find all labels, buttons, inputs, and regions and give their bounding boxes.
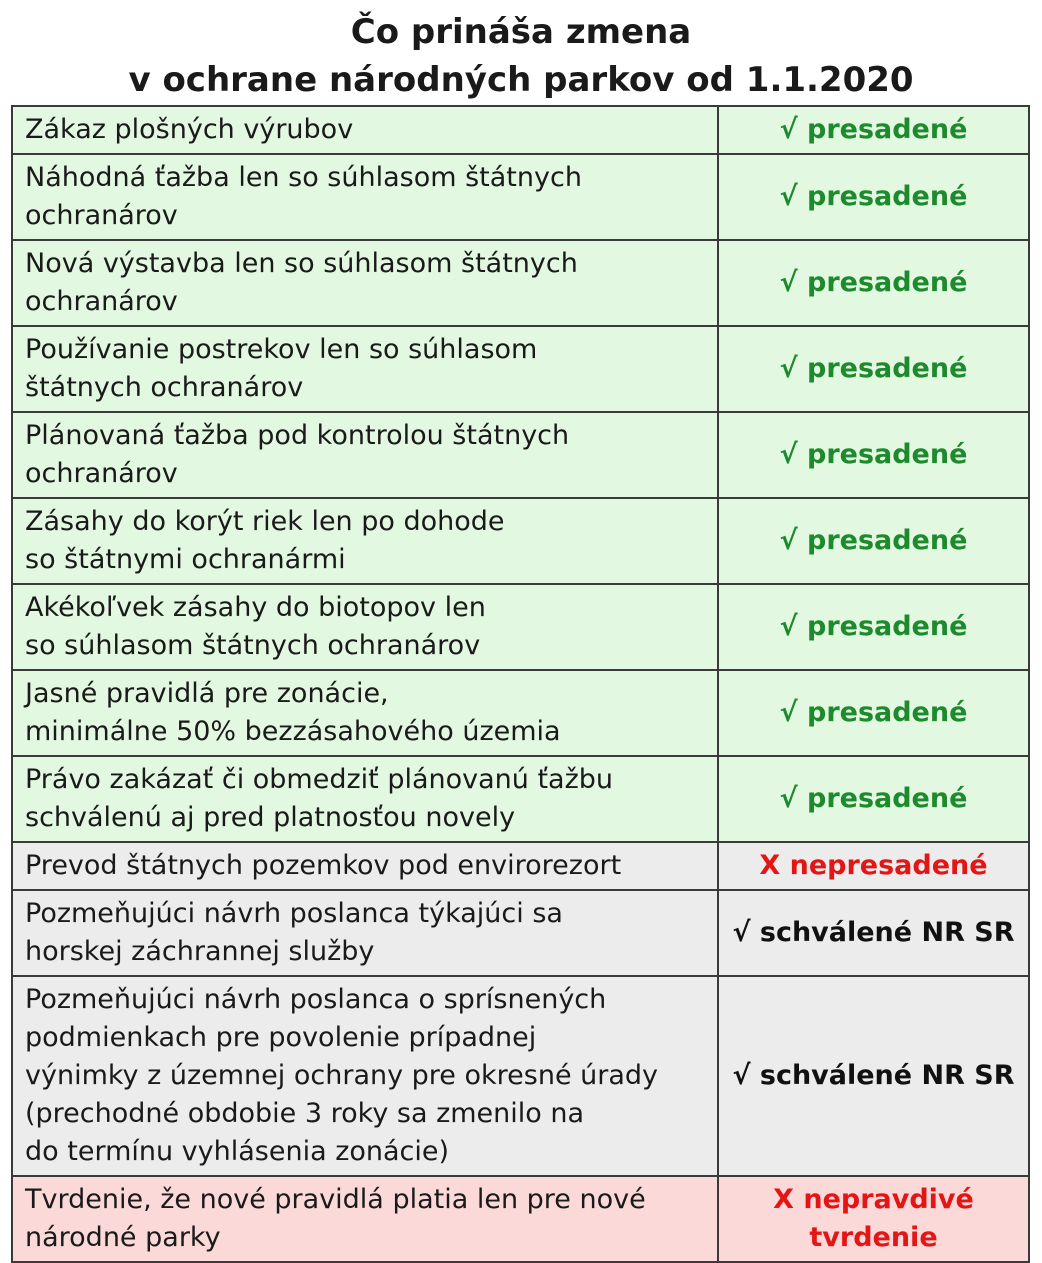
status-label: √ presadené <box>779 181 968 212</box>
description-line: Zásahy do korýt riek len po dohode <box>25 506 505 537</box>
measure-description <box>12 670 718 756</box>
measure-description <box>12 976 718 1176</box>
status-label: √ presadené <box>779 697 968 728</box>
status-cell <box>718 498 1029 584</box>
measure-description <box>12 106 718 154</box>
description-line: (prechodné obdobie 3 roky sa zmenilo na <box>25 1098 585 1129</box>
table-row <box>12 412 1029 498</box>
description-line: ochranárov <box>25 200 178 231</box>
table-row <box>12 756 1029 842</box>
description-line: do termínu vyhlásenia zonácie) <box>25 1136 450 1167</box>
status-label: √ presadené <box>779 525 968 556</box>
status-cell <box>718 240 1029 326</box>
table-row <box>12 584 1029 670</box>
page-title <box>0 0 1042 104</box>
status-label: √ presadené <box>779 353 968 384</box>
table-row <box>12 976 1029 1176</box>
description-line: Používanie postrekov len so súhlasom <box>25 334 538 365</box>
changes-table-body <box>12 106 1029 1262</box>
description-line: ochranárov <box>25 286 178 317</box>
measure-description <box>12 326 718 412</box>
status-cell <box>718 842 1029 890</box>
status-label: X nepravdivé <box>773 1184 974 1215</box>
changes-table <box>11 105 1030 1263</box>
measure-description <box>12 756 718 842</box>
description-line: schválenú aj pred platnosťou novely <box>25 802 516 833</box>
description-line: so štátnymi ochranármi <box>25 544 346 575</box>
description-line: národné parky <box>25 1222 221 1253</box>
measure-description <box>12 240 718 326</box>
description-line: Nová výstavba len so súhlasom štátnych <box>25 248 578 279</box>
table-row <box>12 326 1029 412</box>
status-cell <box>718 976 1029 1176</box>
status-label: √ presadené <box>779 114 968 145</box>
status-cell <box>718 1176 1029 1262</box>
measure-description <box>12 890 718 976</box>
status-label: √ presadené <box>779 439 968 470</box>
measure-description <box>12 154 718 240</box>
status-cell <box>718 584 1029 670</box>
measure-description <box>12 1176 718 1262</box>
status-label: √ schválené NR SR <box>732 917 1015 948</box>
status-cell <box>718 326 1029 412</box>
description-line: Plánovaná ťažba pod kontrolou štátnych <box>25 420 570 451</box>
description-line: Akékoľvek zásahy do biotopov len <box>25 592 486 623</box>
description-line: so súhlasom štátnych ochranárov <box>25 630 481 661</box>
table-row <box>12 498 1029 584</box>
description-line: minimálne 50% bezzásahového územia <box>25 716 561 747</box>
table-row <box>12 154 1029 240</box>
status-label: √ schválené NR SR <box>732 1060 1015 1091</box>
table-row <box>12 240 1029 326</box>
description-line: ochranárov <box>25 458 178 489</box>
title-line-2: v ochrane národných parkov od 1.1.2020 <box>128 60 914 100</box>
status-cell <box>718 154 1029 240</box>
table-row <box>12 842 1029 890</box>
measure-description <box>12 498 718 584</box>
description-line: štátnych ochranárov <box>25 372 304 403</box>
description-line: výnimky z územnej ochrany pre okresné úrady <box>25 1060 659 1091</box>
measure-description <box>12 842 718 890</box>
description-line: Právo zakázať či obmedziť plánovanú ťažbu <box>25 764 614 795</box>
description-line: horskej záchrannej služby <box>25 936 375 967</box>
description-line: Náhodná ťažba len so súhlasom štátnych <box>25 162 582 193</box>
description-line: Tvrdenie, že nové pravidlá platia len pre nové <box>25 1184 646 1215</box>
status-label: tvrdenie <box>809 1222 938 1253</box>
description-line: Prevod štátnych pozemkov pod envirorezort <box>25 850 622 881</box>
description-line: Pozmeňujúci návrh poslanca o sprísnených <box>25 984 607 1015</box>
status-cell <box>718 412 1029 498</box>
status-cell <box>718 890 1029 976</box>
table-row <box>12 1176 1029 1262</box>
status-cell <box>718 106 1029 154</box>
status-label: √ presadené <box>779 783 968 814</box>
table-row <box>12 106 1029 154</box>
measure-description <box>12 412 718 498</box>
status-cell <box>718 670 1029 756</box>
description-line: Zákaz plošných výrubov <box>25 114 354 145</box>
status-label: X nepresadené <box>759 850 988 881</box>
status-cell <box>718 756 1029 842</box>
title-line-1: Čo prináša zmena <box>350 12 692 52</box>
measure-description <box>12 584 718 670</box>
status-label: √ presadené <box>779 611 968 642</box>
table-row <box>12 890 1029 976</box>
table-row <box>12 670 1029 756</box>
description-line: Pozmeňujúci návrh poslanca týkajúci sa <box>25 898 563 929</box>
description-line: podmienkach pre povolenie prípadnej <box>25 1022 537 1053</box>
description-line: Jasné pravidlá pre zonácie, <box>25 678 389 709</box>
status-label: √ presadené <box>779 267 968 298</box>
